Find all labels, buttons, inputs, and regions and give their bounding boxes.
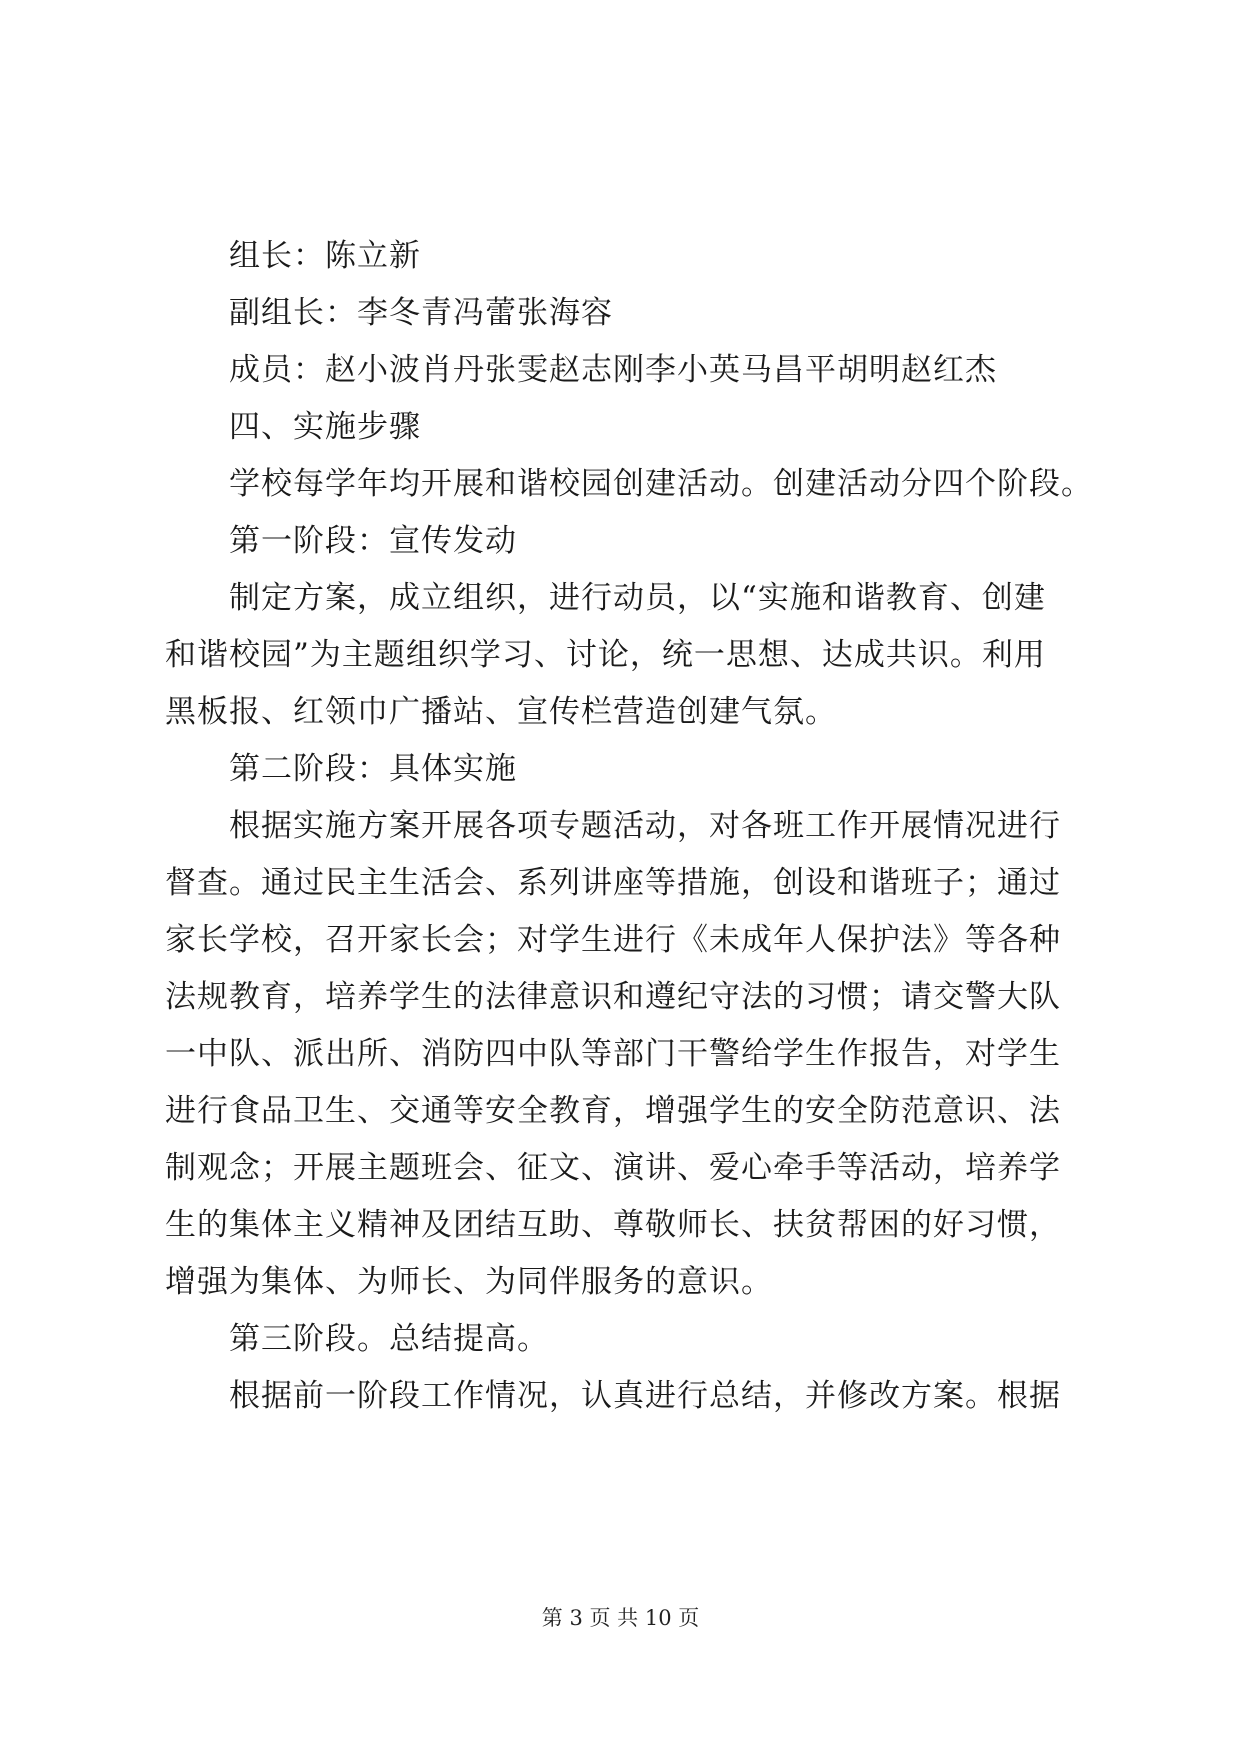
paragraph-line: 增强为集体、为师长、为同伴服务的意识。: [165, 1264, 773, 1300]
paragraph-line: 第三阶段。总结提高。: [229, 1321, 549, 1357]
paragraph-line: 和谐校园”为主题组织学习、讨论，统一思想、达成共识。利用: [165, 637, 1046, 673]
paragraph-line: 根据前一阶段工作情况，认真进行总结，并修改方案。根据: [229, 1378, 1061, 1414]
paragraph-line: 第二阶段：具体实施: [229, 751, 517, 787]
paragraph-line: 成员：赵小波肖丹张雯赵志刚李小英马昌平胡明赵红杰: [229, 352, 997, 388]
paragraph-line: 黑板报、红领巾广播站、宣传栏营造创建气氛。: [165, 694, 837, 730]
paragraph-line: 四、实施步骤: [229, 409, 421, 445]
page-footer: 第 3 页 共 10 页: [541, 1606, 700, 1630]
document-body: [165, 228, 1093, 1425]
paragraph: [165, 1368, 1085, 1425]
paragraph-line: 生的集体主义精神及团结互助、尊敬师长、扶贫帮困的好习惯，: [165, 1207, 1061, 1243]
paragraph-line: 学校每学年均开展和谐校园创建活动。创建活动分四个阶段。: [229, 466, 1093, 502]
paragraph-line: 制定方案，成立组织，进行动员，以“实施和谐教育、创建: [229, 580, 1046, 616]
paragraph-line: 第一阶段：宣传发动: [229, 523, 517, 559]
paragraph-line: 副组长：李冬青冯蕾张海容: [229, 295, 613, 331]
paragraph-line: 根据实施方案开展各项专题活动，对各班工作开展情况进行: [229, 808, 1061, 844]
paragraph-line: 进行食品卫生、交通等安全教育，增强学生的安全防范意识、法: [165, 1093, 1061, 1129]
paragraph-line: 制观念；开展主题班会、征文、演讲、爱心牵手等活动，培养学: [165, 1150, 1061, 1186]
paragraph-line: 法规教育，培养学生的法律意识和遵纪守法的习惯；请交警大队: [165, 979, 1061, 1015]
paragraph-line: 家长学校，召开家长会；对学生进行《未成年人保护法》等各种: [165, 922, 1061, 958]
paragraph-line: 督查。通过民主生活会、系列讲座等措施，创设和谐班子；通过: [165, 865, 1061, 901]
paragraph: [165, 798, 1085, 1311]
paragraph-line: 组长：陈立新: [229, 238, 421, 274]
paragraph: [165, 570, 1085, 741]
paragraph-line: 一中队、派出所、消防四中队等部门干警给学生作报告，对学生: [165, 1036, 1061, 1072]
